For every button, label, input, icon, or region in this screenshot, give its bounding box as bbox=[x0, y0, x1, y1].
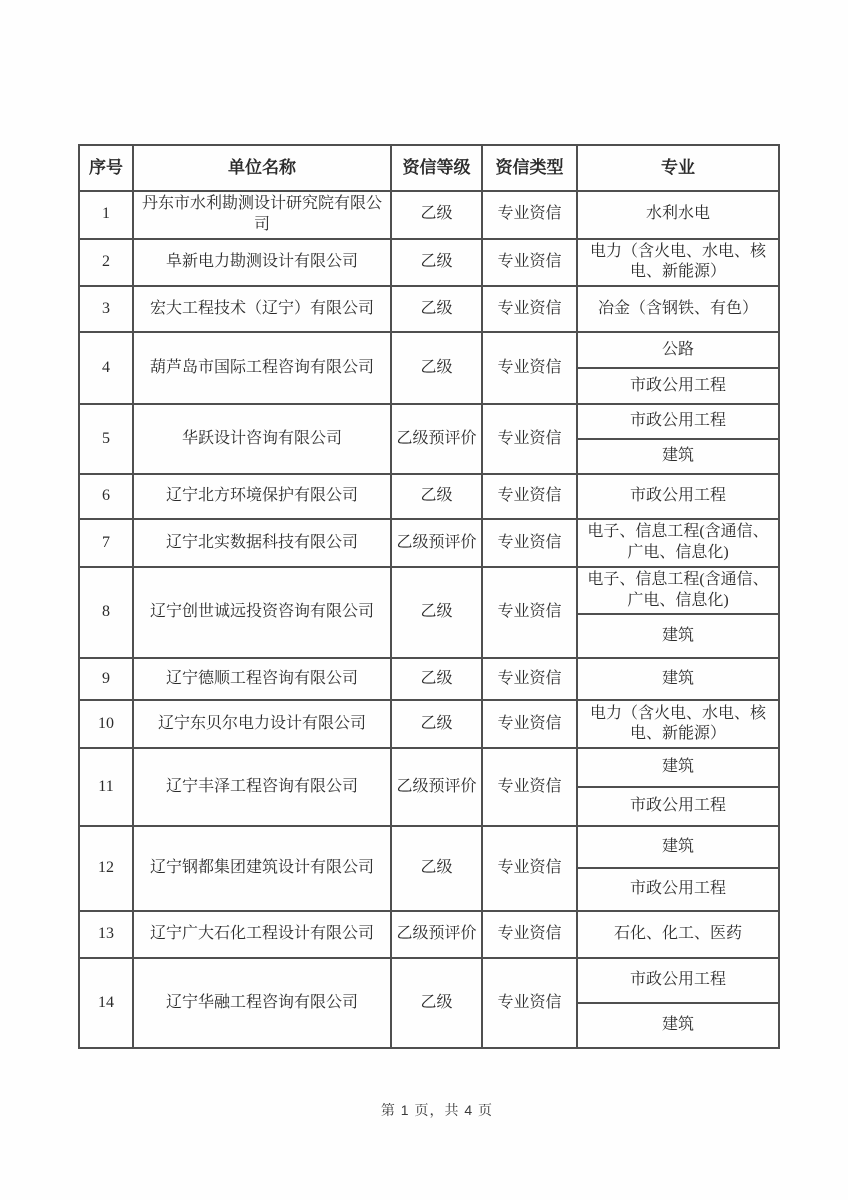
credit-grade-cell: 乙级 bbox=[391, 474, 482, 519]
credit-type-cell: 专业资信 bbox=[482, 519, 577, 567]
table-row bbox=[79, 474, 779, 519]
row-number-cell: 12 bbox=[79, 826, 133, 911]
table-row bbox=[79, 700, 779, 748]
credit-grade-cell: 乙级 bbox=[391, 826, 482, 911]
row-number-cell: 14 bbox=[79, 958, 133, 1048]
row-number-cell: 9 bbox=[79, 658, 133, 700]
table-row bbox=[79, 826, 779, 868]
row-number-cell: 1 bbox=[79, 191, 133, 239]
table-header-row bbox=[79, 145, 779, 191]
col-header-number: 序号 bbox=[79, 145, 133, 191]
row-number-cell: 4 bbox=[79, 332, 133, 404]
col-header-credit-type: 资信类型 bbox=[482, 145, 577, 191]
company-name-cell: 丹东市水利勘测设计研究院有限公司 bbox=[133, 191, 391, 239]
specialty-cell: 市政公用工程 bbox=[577, 474, 779, 519]
credit-rating-table bbox=[78, 144, 780, 1049]
specialty-cell: 冶金（含钢铁、有色） bbox=[577, 286, 779, 332]
company-name-cell: 辽宁创世诚远投资咨询有限公司 bbox=[133, 567, 391, 659]
credit-grade-cell: 乙级 bbox=[391, 700, 482, 748]
credit-grade-cell: 乙级预评价 bbox=[391, 748, 482, 826]
row-number-cell: 13 bbox=[79, 911, 133, 958]
credit-type-cell: 专业资信 bbox=[482, 700, 577, 748]
row-number-cell: 11 bbox=[79, 748, 133, 826]
specialty-cell: 电力（含火电、水电、核电、新能源） bbox=[577, 700, 779, 748]
credit-grade-cell: 乙级 bbox=[391, 958, 482, 1048]
row-number-cell: 7 bbox=[79, 519, 133, 567]
company-name-cell: 辽宁丰泽工程咨询有限公司 bbox=[133, 748, 391, 826]
credit-type-cell: 专业资信 bbox=[482, 286, 577, 332]
row-number-cell: 10 bbox=[79, 700, 133, 748]
table-row bbox=[79, 658, 779, 700]
row-number-cell: 8 bbox=[79, 567, 133, 659]
table-row bbox=[79, 958, 779, 1003]
credit-grade-cell: 乙级 bbox=[391, 191, 482, 239]
specialty-cell: 公路 bbox=[577, 332, 779, 368]
specialty-cell: 石化、化工、医药 bbox=[577, 911, 779, 958]
specialty-cell: 市政公用工程 bbox=[577, 787, 779, 826]
specialty-cell: 建筑 bbox=[577, 748, 779, 787]
specialty-cell: 市政公用工程 bbox=[577, 368, 779, 404]
row-number-cell: 3 bbox=[79, 286, 133, 332]
specialty-cell: 水利水电 bbox=[577, 191, 779, 239]
company-name-cell: 宏大工程技术（辽宁）有限公司 bbox=[133, 286, 391, 332]
credit-grade-cell: 乙级预评价 bbox=[391, 911, 482, 958]
credit-grade-cell: 乙级 bbox=[391, 239, 482, 287]
table-row bbox=[79, 519, 779, 567]
credit-type-cell: 专业资信 bbox=[482, 911, 577, 958]
company-name-cell: 辽宁广大石化工程设计有限公司 bbox=[133, 911, 391, 958]
col-header-credit-grade: 资信等级 bbox=[391, 145, 482, 191]
table-row bbox=[79, 239, 779, 287]
row-number-cell: 6 bbox=[79, 474, 133, 519]
company-name-cell: 辽宁钢都集团建筑设计有限公司 bbox=[133, 826, 391, 911]
credit-type-cell: 专业资信 bbox=[482, 567, 577, 659]
specialty-cell: 建筑 bbox=[577, 439, 779, 474]
specialty-cell: 电子、信息工程(含通信、广电、信息化) bbox=[577, 519, 779, 567]
credit-type-cell: 专业资信 bbox=[482, 658, 577, 700]
company-name-cell: 辽宁东贝尔电力设计有限公司 bbox=[133, 700, 391, 748]
credit-grade-cell: 乙级 bbox=[391, 658, 482, 700]
credit-grade-cell: 乙级预评价 bbox=[391, 519, 482, 567]
specialty-cell: 电力（含火电、水电、核电、新能源） bbox=[577, 239, 779, 287]
specialty-cell: 建筑 bbox=[577, 614, 779, 658]
specialty-cell: 市政公用工程 bbox=[577, 868, 779, 911]
row-number-cell: 5 bbox=[79, 404, 133, 474]
table-row bbox=[79, 404, 779, 439]
specialty-cell: 建筑 bbox=[577, 1003, 779, 1048]
col-header-company-name: 单位名称 bbox=[133, 145, 391, 191]
credit-grade-cell: 乙级 bbox=[391, 567, 482, 659]
company-name-cell: 辽宁德顺工程咨询有限公司 bbox=[133, 658, 391, 700]
table-row bbox=[79, 567, 779, 615]
specialty-cell: 电子、信息工程(含通信、广电、信息化) bbox=[577, 567, 779, 615]
credit-type-cell: 专业资信 bbox=[482, 958, 577, 1048]
table-row bbox=[79, 748, 779, 787]
credit-grade-cell: 乙级 bbox=[391, 332, 482, 404]
credit-type-cell: 专业资信 bbox=[482, 239, 577, 287]
specialty-cell: 市政公用工程 bbox=[577, 404, 779, 439]
table-row bbox=[79, 911, 779, 958]
table-row bbox=[79, 191, 779, 239]
table-row bbox=[79, 332, 779, 368]
table-row bbox=[79, 286, 779, 332]
page-indicator: 第 1 页，共 4 页 bbox=[380, 1102, 494, 1118]
company-name-cell: 阜新电力勘测设计有限公司 bbox=[133, 239, 391, 287]
company-name-cell: 葫芦岛市国际工程咨询有限公司 bbox=[133, 332, 391, 404]
credit-grade-cell: 乙级预评价 bbox=[391, 404, 482, 474]
company-name-cell: 辽宁华融工程咨询有限公司 bbox=[133, 958, 391, 1048]
company-name-cell: 辽宁北实数据科技有限公司 bbox=[133, 519, 391, 567]
credit-grade-cell: 乙级 bbox=[391, 286, 482, 332]
credit-type-cell: 专业资信 bbox=[482, 191, 577, 239]
specialty-cell: 建筑 bbox=[577, 826, 779, 868]
specialty-cell: 建筑 bbox=[577, 658, 779, 700]
col-header-specialty: 专业 bbox=[577, 145, 779, 191]
credit-type-cell: 专业资信 bbox=[482, 474, 577, 519]
company-name-cell: 辽宁北方环境保护有限公司 bbox=[133, 474, 391, 519]
credit-type-cell: 专业资信 bbox=[482, 748, 577, 826]
specialty-cell: 市政公用工程 bbox=[577, 958, 779, 1003]
row-number-cell: 2 bbox=[79, 239, 133, 287]
credit-type-cell: 专业资信 bbox=[482, 404, 577, 474]
credit-type-cell: 专业资信 bbox=[482, 332, 577, 404]
credit-type-cell: 专业资信 bbox=[482, 826, 577, 911]
company-name-cell: 华跃设计咨询有限公司 bbox=[133, 404, 391, 474]
